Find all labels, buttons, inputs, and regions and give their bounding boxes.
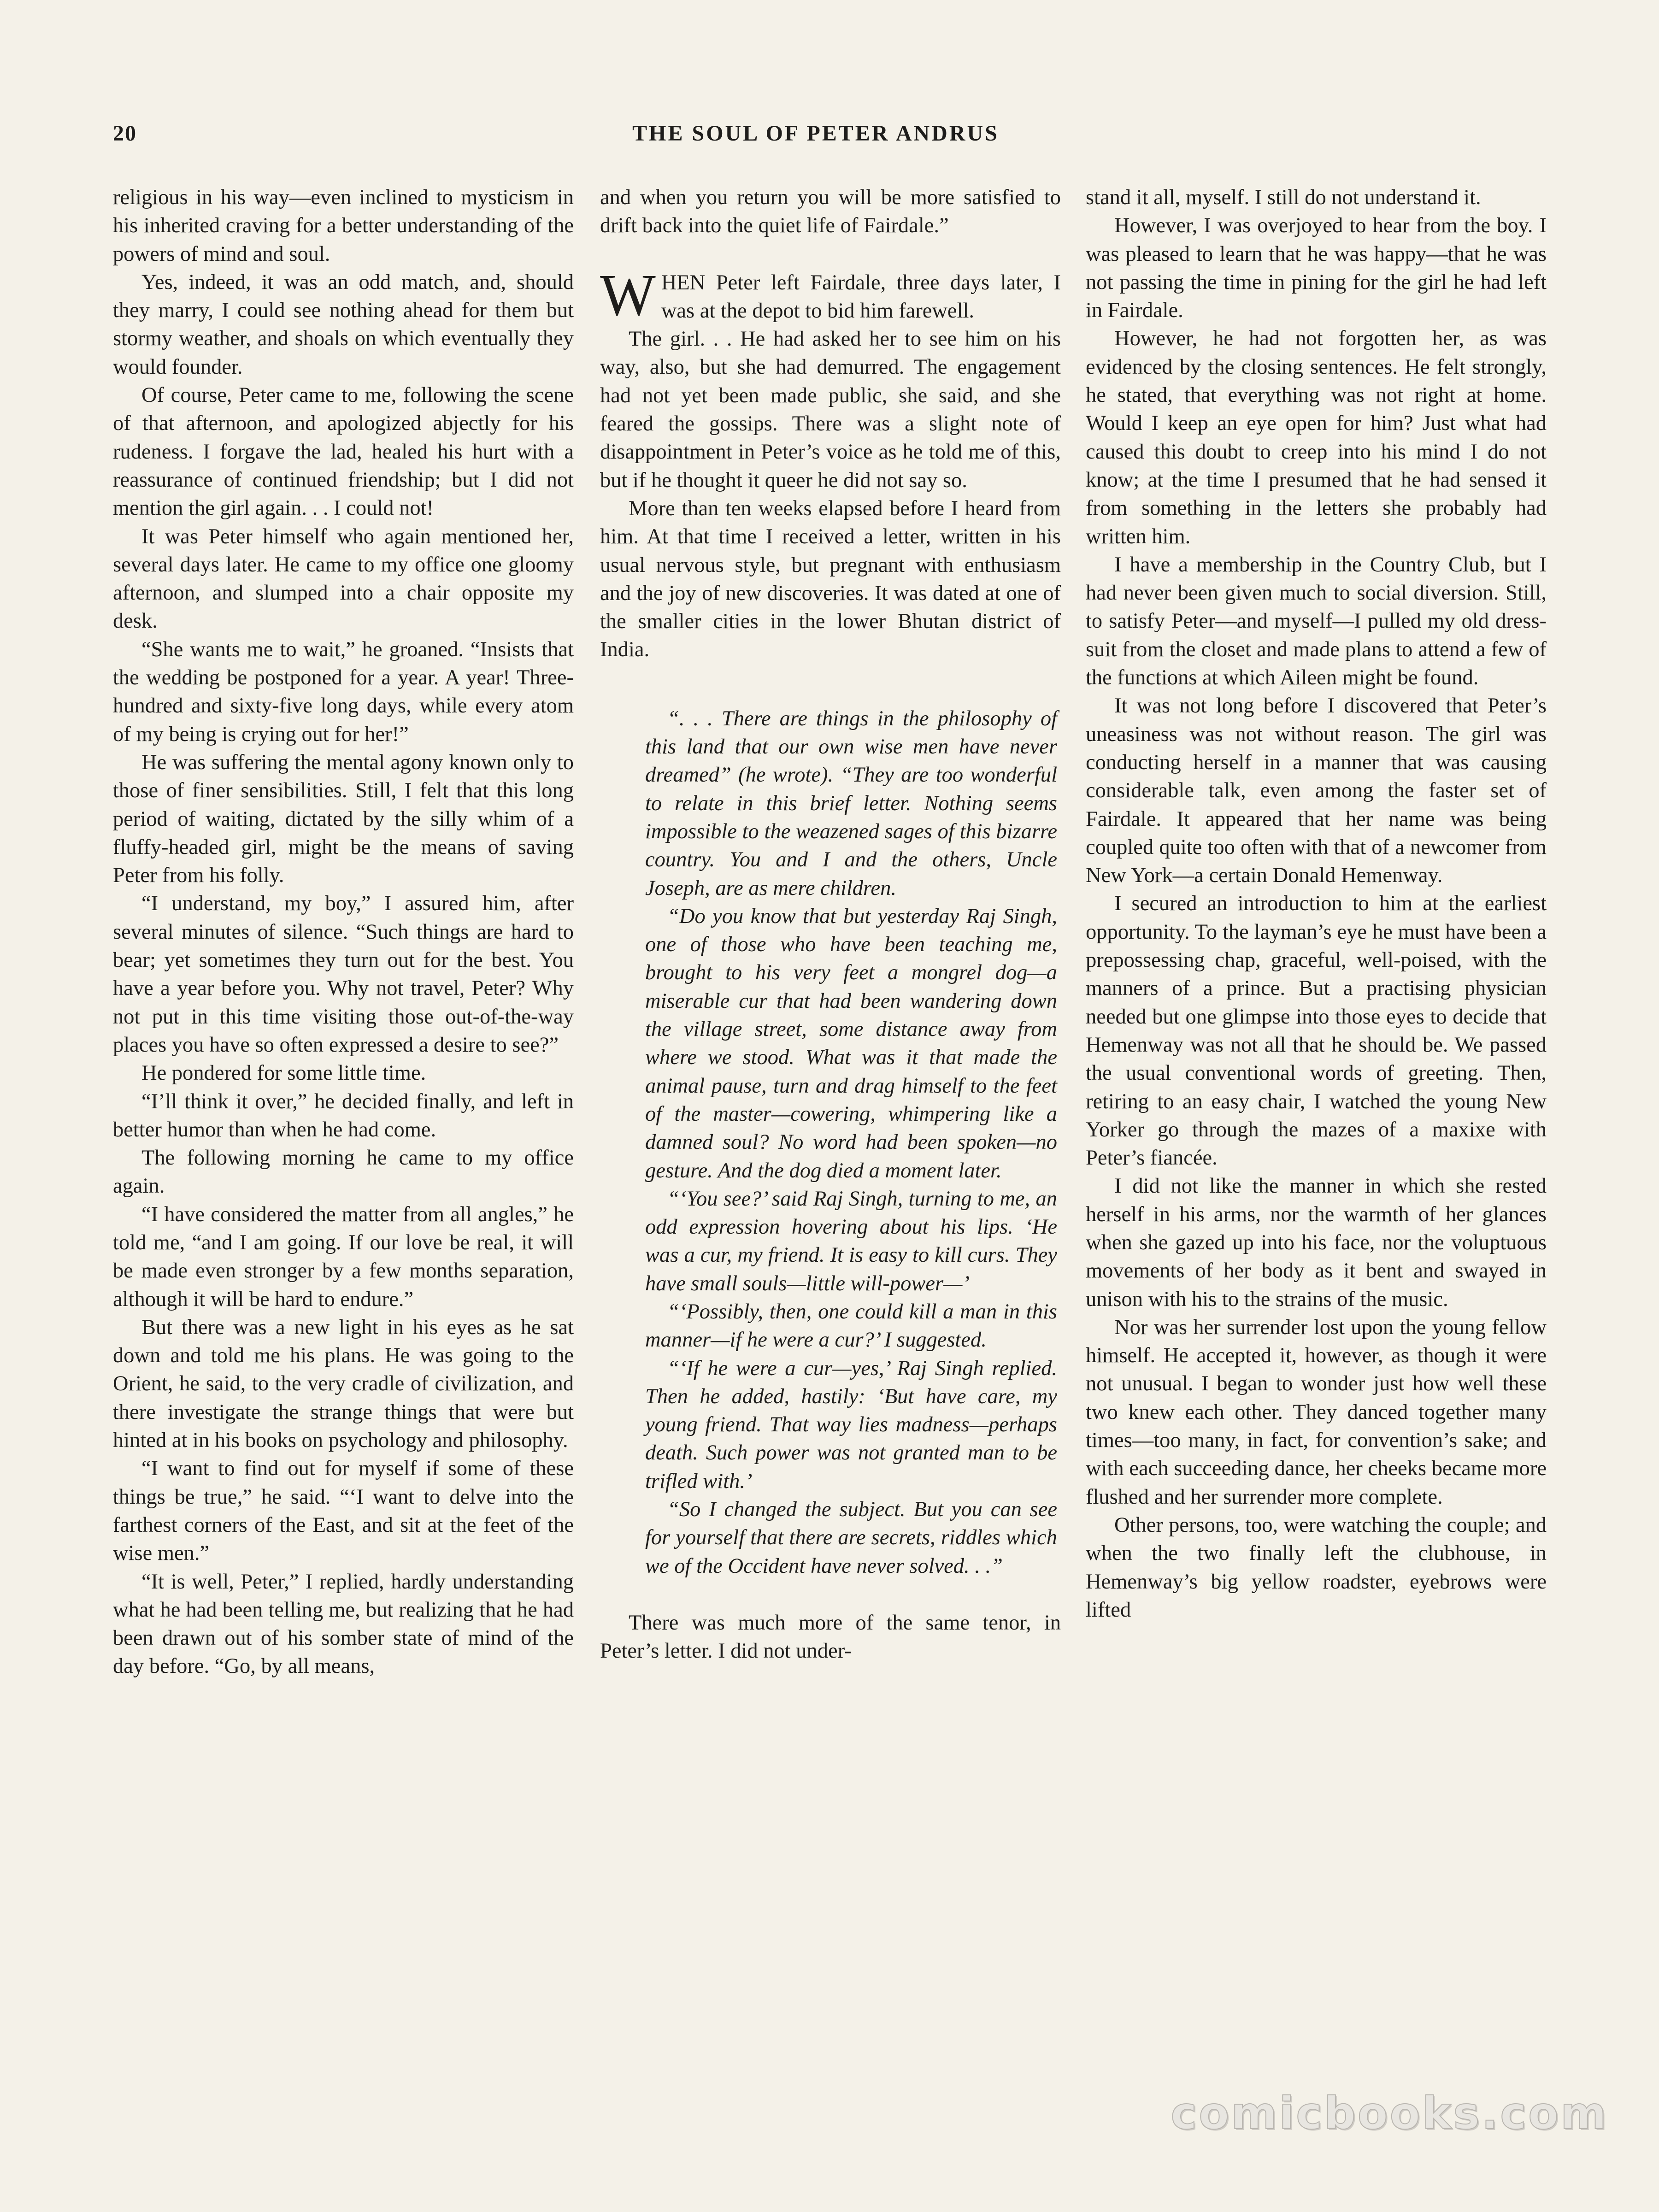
paragraph-text: HEN Peter left Fairdale, three days later, I was at the depot to bid him farewell. — [661, 271, 1061, 323]
paragraph: I secured an introduction to him at the earliest opportunity. To the layman’s eye he must have been a prepossessing chap, graceful, well-poised, with the manners of a prince. But a practising physician needed but one glimpse into those eyes to decide that Hemenway was not all that he should be. We passed the usual conventional words of greeting. Then, retiring to an easy chair, I watched the young New Yorker go through the mazes of a maxixe with Peter’s fiancée. — [1086, 892, 1547, 1170]
paragraph: stand it all, myself. I still do not understand it. — [1086, 186, 1481, 209]
paragraph: and when you return you will be more satisfied to drift back into the quiet life of Fairdale.” — [600, 186, 1061, 238]
paragraph: “I’ll think it over,” he decided finally, and left in better humor than when he had come. — [113, 1089, 574, 1141]
letter-paragraph: “‘You see?’ said Raj Singh, turning to me, an odd expression hovering about his lips. ‘He was a cur, my friend. It is easy to kill curs. They have small souls—little will-power—’ — [645, 1187, 1057, 1295]
text-column-3 — [1086, 183, 1547, 1624]
letter-paragraph: “Do you know that but yesterday Raj Singh, one of those who have been teaching me, brought to his very feet a mongrel dog—a miserable cur that had been wandering down the village street, some distance away from where we stood. What was it that made the animal pause, turn and drag himself to the feet of the master—cowering, whimpering like a damned soul? No word had been spoken—no gesture. And the dog died a moment later. — [645, 904, 1057, 1182]
paragraph: He was suffering the mental agony known only to those of finer sensibilities. Still, I felt that this long period of waiting, dictated by the silly whim of a fluffy-headed girl, might be the means of saving Peter from his folly. — [113, 750, 574, 888]
page-number: 20 — [113, 121, 137, 146]
paragraph: The following morning he came to my office again. — [113, 1146, 574, 1198]
paragraph: However, I was overjoyed to hear from the boy. I was pleased to learn that he was happy—that he was not passing the time in pining for the girl he had left in Fairdale. — [1086, 214, 1547, 323]
paragraph: I have a membership in the Country Club, but I had never been given much to social diversion. Still, to satisfy Peter—and myself—I pulled my old dress-suit from the closet and made plans to attend a few of the functions at which Aileen might be found. — [1086, 553, 1547, 690]
watermark: comicbooks.com — [1171, 2088, 1608, 2139]
paragraph: “It is well, Peter,” I replied, hardly understanding what he had been telling me, but realizing that he had been drawn out of his somber state of mind of the day before. “Go, by all means, — [113, 1570, 574, 1678]
text-column-2 — [600, 183, 1061, 1665]
paragraph: But there was a new light in his eyes as he sat down and told me his plans. He was going to the Orient, he said, to the very cradle of civilization, and there investigate the strange things that were but hinted at in his books on psychology and philosophy. — [113, 1315, 574, 1453]
paragraph: “I understand, my boy,” I assured him, after several minutes of silence. “Such things are hard to bear; yet sometimes they turn out for the best. You have a year before you. Why not travel, Peter? Why not put in this time visiting those out-of-the-way places you have so often expressed a desire to see?” — [113, 892, 574, 1057]
paragraph: “I want to find out for myself if some of these things be true,” he said. “‘I want to delve into the farthest corners of the East, and sit at the feet of the wise men.” — [113, 1457, 574, 1565]
paragraph: However, he had not forgotten her, as was evidenced by the closing sentences. He felt strongly, he stated, that everything was not right at home. Would I keep an eye open for him? Just what had caused this doubt to creep into his mind I do not know; at the time I presumed that he had sensed it from something in the letters she probably had written him. — [1086, 327, 1547, 548]
paragraph: Other persons, too, were watching the couple; and when the two finally left the clubhouse, in Hemenway’s big yellow roadster, eyebrows were lifted — [1086, 1513, 1547, 1622]
paragraph: Of course, Peter came to me, following the scene of that afternoon, and apologized abjectly for his rudeness. I forgave the lad, healed his hurt with a reassurance of continued friendship; but I did not mention the girl again. . . I could not! — [113, 383, 574, 520]
paragraph: More than ten weeks elapsed before I heard from him. At that time I received a letter, written in his usual nervous style, but pregnant with enthusiasm and the joy of new discoveries. It was dated at one of the smaller cities in the lower Bhutan district of India. — [600, 496, 1061, 662]
letter-paragraph: “‘Possibly, then, one could kill a man in this manner—if he were a cur?’ I suggested. — [645, 1300, 1057, 1352]
paragraph: “I have considered the matter from all angles,” he told me, “and I am going. If our love be real, it will be made even stronger by a few months separation, although it will be hard to endure.” — [113, 1202, 574, 1311]
section-opening-paragraph — [600, 262, 1061, 328]
paragraph: He pondered for some little time. — [141, 1061, 426, 1085]
paragraph: The girl. . . He had asked her to see him on his way, also, but she had demurred. The engagement had not yet been made public, she said, and she feared the gossips. There was a slight note of disappointment in Peter’s voice as he told me of this, but if he thought it queer he did not say so. — [600, 327, 1061, 492]
paragraph: Yes, indeed, it was an odd match, and, should they marry, I could see nothing ahead for them but stormy weather, and shoals on which eventually they would founder. — [113, 270, 574, 379]
running-title: THE SOUL OF PETER ANDRUS — [632, 121, 999, 146]
paragraph: “She wants me to wait,” he groaned. “Insists that the wedding be postponed for a year. A year! Three-hundred and sixty-five long days, while every atom of my being is crying out for her!” — [113, 637, 574, 746]
letter-paragraph: “So I changed the subject. But you can see for yourself that there are secrets, riddles which we of the Occident have never solved. . .” — [645, 1498, 1057, 1578]
text-column-1 — [113, 183, 574, 1681]
letter-paragraph: “. . . There are things in the philosophy of this land that our own wise men have never dreamed” (he wrote). “They are too wonderful to relate in this brief letter. Nothing seems impossible to the weazened sages of this bizarre country. You and I and the others, Uncle Joseph, are as mere children. — [645, 706, 1057, 900]
paragraph: I did not like the manner in which she rested herself in his arms, nor the warmth of her glances when she gazed up into his face, nor the voluptuous movements of her body as it bent and swayed in unison with his to the strains of the music. — [1086, 1174, 1547, 1311]
drop-cap: W — [600, 262, 656, 328]
quoted-letter — [600, 705, 1061, 1580]
page-header — [113, 121, 1518, 158]
paragraph: Nor was her surrender lost upon the young fellow himself. He accepted it, however, as though it were not unusual. I began to wonder just how well these two knew each other. They danced together many times—too many, in fact, for convention’s sake; and with each succeeding dance, her cheeks became more flushed and her surrender more complete. — [1086, 1315, 1547, 1509]
paragraph: It was not long before I discovered that Peter’s uneasiness was not without reason. The girl was conducting herself in a manner that was causing considerable talk, even among the faster set of Fairdale. It appeared that her name was being coupled quite too often with that of a newcomer from New York—a certain Donald Hemenway. — [1086, 694, 1547, 888]
paragraph: There was much more of the same tenor, in Peter’s letter. I did not under- — [600, 1611, 1061, 1663]
paragraph: religious in his way—even inclined to mysticism in his inherited craving for a better understanding of the powers of mind and soul. — [113, 186, 574, 266]
paragraph: It was Peter himself who again mentioned her, several days later. He came to my office one gloomy afternoon, and slumped into a chair opposite my desk. — [113, 524, 574, 633]
letter-paragraph: “‘If he were a cur—yes,’ Raj Singh replied. Then he added, hastily: ‘But have care, my young friend. That way lies madness—perhaps death. Such power was not granted man to be trifled with.’ — [645, 1356, 1057, 1493]
